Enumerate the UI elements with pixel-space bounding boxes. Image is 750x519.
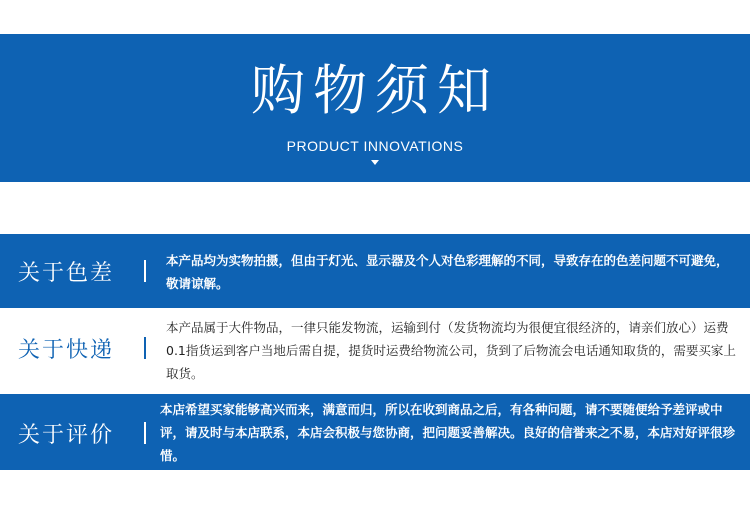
- section-heading: 关于快递: [18, 338, 115, 363]
- section-divider: [144, 337, 146, 359]
- section-reviews: [0, 394, 750, 470]
- section-heading: 关于评价: [18, 423, 115, 448]
- section-color-difference: [0, 234, 750, 308]
- section-heading: 关于色差: [18, 261, 115, 286]
- section-text: 本店希望买家能够高兴而来，满意而归，所以在收到商品之后，有各种问题，请不要随便给予差评或中评，请及时与本店联系，本店会积极与您协商，把问题妥善解决。良好的信誉来之不易，本店对好评很珍惜。: [160, 402, 736, 463]
- section-text: 本产品属于大件物品，一律只能发物流，运输到付（发货物流均为很便宜很经济的，请亲们放心）运费0.1指货运到客户当地后需自提，提货时运费给物流公司，货到了后物流会电话通知取货的，需要买家上取货。: [166, 320, 736, 381]
- page-subtitle: PRODUCT INNOVATIONS: [286, 138, 464, 154]
- caret-down-icon: [371, 160, 379, 165]
- section-text: 本产品均为实物拍摄，但由于灯光、显示器及个人对色彩理解的不同，导致存在的色差问题不可避免，敬请谅解。: [166, 253, 729, 291]
- section-shipping: [0, 314, 750, 388]
- section-divider: [144, 260, 146, 282]
- header-banner: [0, 34, 750, 182]
- page-title: 购物须知: [251, 59, 499, 122]
- section-divider: [144, 422, 146, 444]
